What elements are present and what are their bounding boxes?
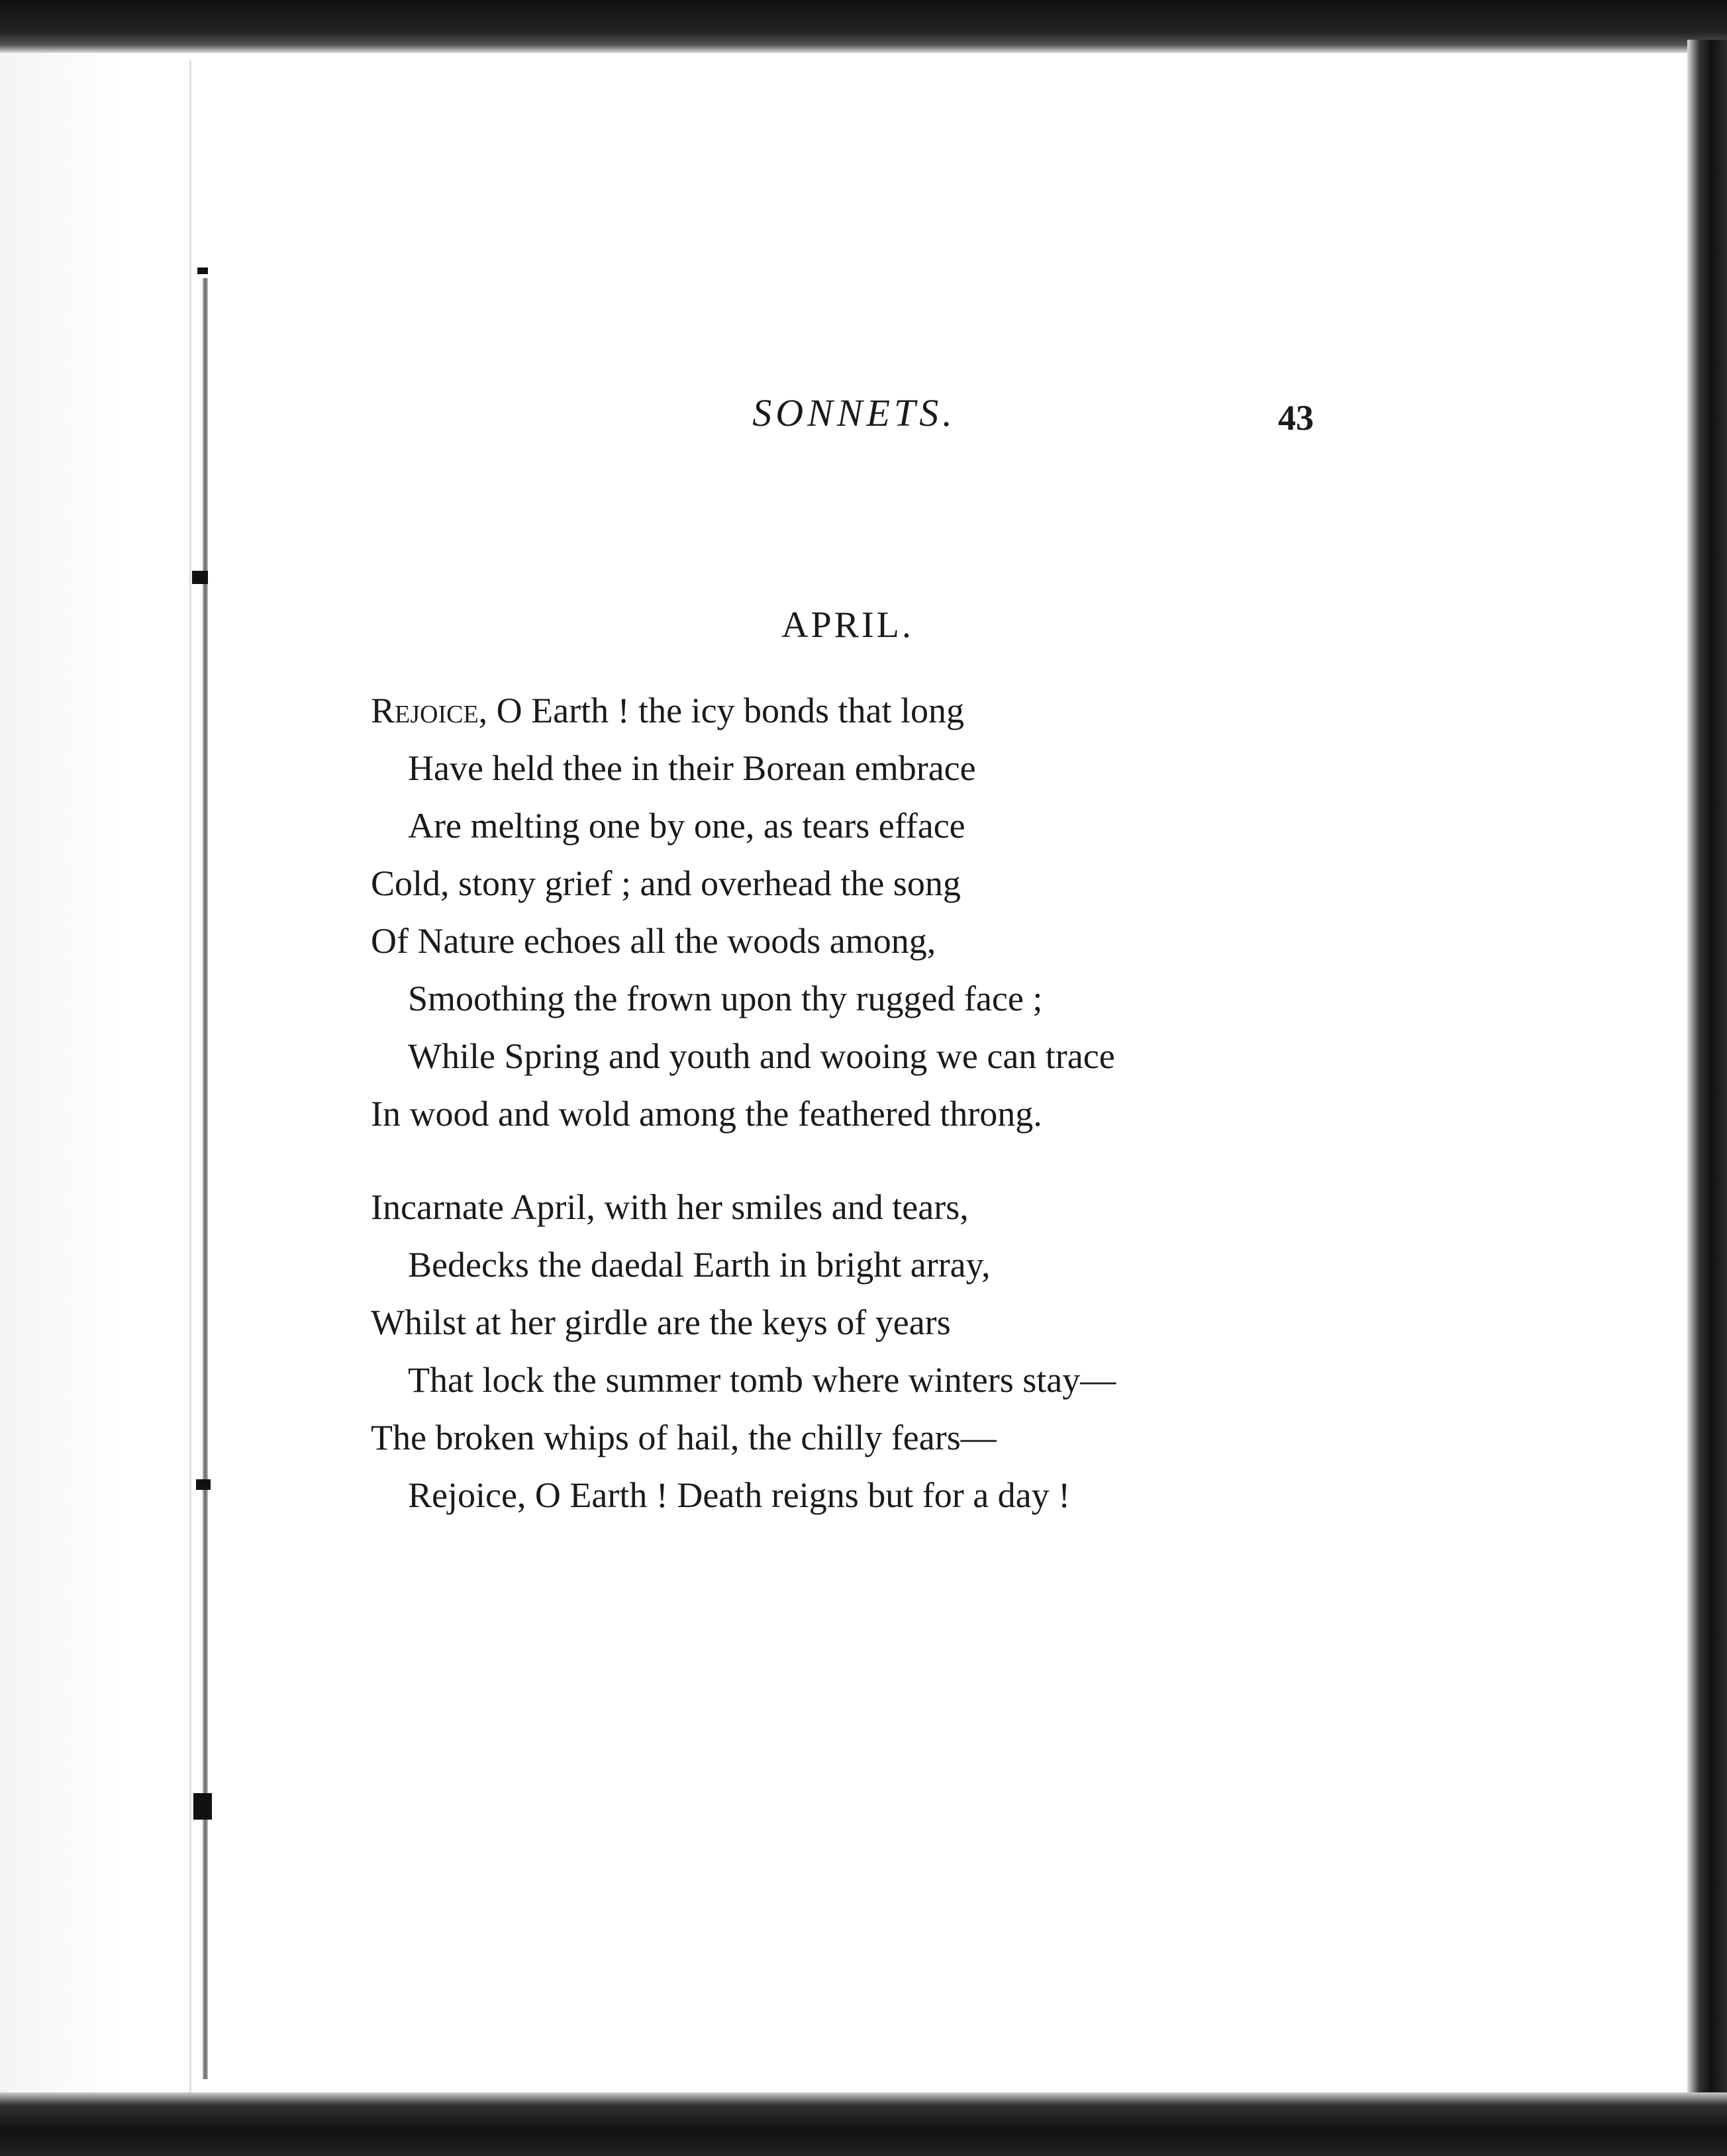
poem-line: Cold, stony grief ; and overhead the song — [371, 863, 961, 903]
binding-mark — [196, 1479, 211, 1490]
stanza-2 — [371, 1179, 1669, 1524]
poem-line: Incarnate April, with her smiles and tears, — [371, 1187, 969, 1227]
poem-line: Of Nature echoes all the woods among, — [371, 921, 936, 961]
binding-mark — [192, 571, 208, 584]
scan-border-bottom — [0, 2092, 1727, 2156]
poem-line: Rejoice, O Earth ! Death reigns but for a day ! — [408, 1475, 1071, 1515]
page-number: 43 — [1278, 398, 1314, 438]
poem-line: Have held thee in their Borean embrace — [408, 748, 976, 788]
poem-line: Bedecks the daedal Earth in bright array, — [408, 1245, 991, 1285]
gutter-shadow — [189, 60, 191, 2099]
binding-mark — [197, 268, 208, 274]
poem-title: APRIL. — [781, 605, 914, 646]
poem-line: Smoothing the frown upon thy rugged face ; — [408, 979, 1043, 1018]
poem-first-word: Rejoice — [371, 691, 479, 730]
poem-line: Rejoice, O Earth ! the icy bonds that long — [371, 691, 965, 730]
poem-line: The broken whips of hail, the chilly fears— — [371, 1418, 997, 1457]
poem-line: In wood and wold among the feathered throng. — [371, 1094, 1042, 1134]
stanza-1 — [371, 682, 1669, 1143]
poem-line: Are melting one by one, as tears efface — [408, 806, 965, 846]
poem-line: Whilst at her girdle are the keys of years — [371, 1302, 951, 1342]
binding-mark — [193, 1793, 212, 1820]
scan-border-top — [0, 0, 1727, 53]
running-head: SONNETS. — [752, 391, 956, 434]
scan-border-right — [1687, 40, 1727, 2106]
poem-line: That lock the summer tomb where winters stay— — [408, 1360, 1116, 1400]
poem-line: While Spring and youth and wooing we can trace — [408, 1036, 1115, 1076]
page-gutter — [0, 40, 199, 2106]
